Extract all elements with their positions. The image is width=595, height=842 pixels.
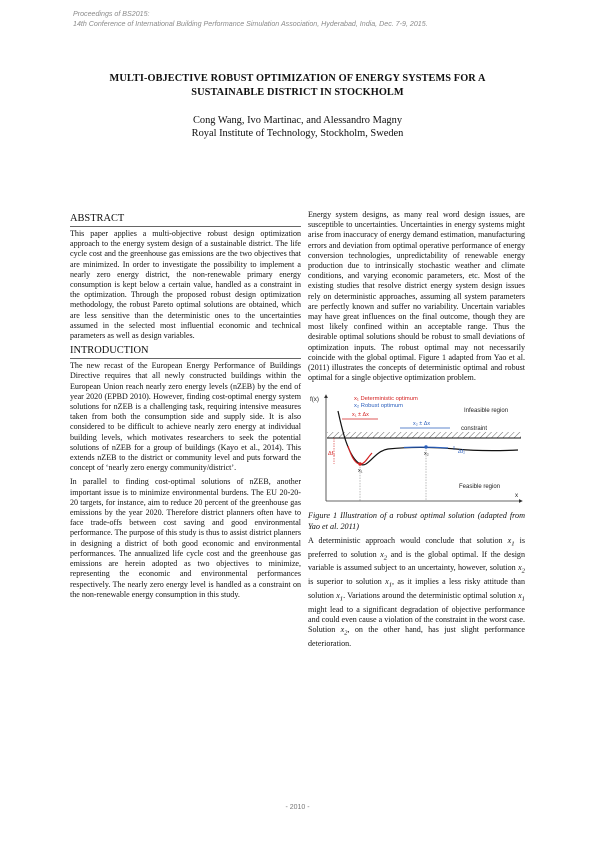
header-line-2: 14th Conference of International Building Performance Simulation Association, Hyderabad, India, Dec. 7-9, 2015. (73, 19, 428, 28)
var-x2-sub: 2 (383, 554, 388, 562)
p2-part-a: A deterministic approach would conclude that solution (308, 535, 508, 545)
var-x2: x (340, 625, 345, 635)
var-x1: x (518, 591, 522, 601)
p2-part-e: , as it implies a less risky attitude than solution (308, 577, 525, 601)
figure-1 (308, 389, 525, 507)
constraint-hatched-band (327, 432, 521, 438)
p2-part-f: . Variations around the deterministic optimal solution (343, 591, 519, 601)
left-column (70, 213, 301, 604)
var-x1: x (336, 591, 340, 601)
introduction-paragraph-1: The new recast of the European Energy Performance of Buildings Directive requires that all newly constructed buildings within the European Union reach nearly zero energy levels (nZEB) by the end of year 2020 (EPBD 2010). However, finding cost-optimal energy system solutions for nZEB is a challenging task, requiring intensive measures taken from both the consumption side and supply side. It is also considered to be difficult to achieve nearly zero energy at individual building levels, which motivates researchers to seek the potential solutions of nZEB for a group of buildings (Kayo et al., 2014). This extends nZEB to the district or community level and puts forward the concept of ‘nearly zero energy community/district’. (70, 361, 301, 473)
header-line-1: Proceedings of BS2015: (73, 10, 150, 18)
p2-part-b: is preferred to solution (308, 535, 525, 559)
var-x1-sub: 1 (388, 581, 393, 589)
constraint-label: constraint (461, 426, 488, 433)
p2-part-d: is superior to solution (308, 577, 386, 587)
x2-point (424, 446, 427, 449)
x2-dx-label: x₂ ± Δx (413, 421, 431, 428)
x1-point-label: x₁ (358, 468, 363, 475)
p2-part-c: and is the global optimal. If the design variable is assumed subject to an uncertainty, however, solution (308, 549, 525, 573)
abstract-text: This paper applies a multi-objective robust design optimization approach to the energy system design of a sustainable district. The life cycle cost and the greenhouse gas emissions are the two objectives that are minimized. In order to investigate the possibility to implement a nearly zero energy district, the non-renewable primary energy consumption is kept below a certain value, handled as a constraint in the optimization. Through the proposed robust design optimization methodology, the robust Pareto optimal solutions are obtained, which are less sensitive than the deterministic ones to the uncertainties assumed in the selected most influential economic and technical parameters as well as design variables. (70, 229, 301, 341)
legend-robust: x₂ Robust optimum (354, 403, 403, 410)
title-line-2: SUSTAINABLE DISTRICT IN STOCKHOLM (191, 86, 404, 98)
abstract-heading: ABSTRACT (70, 213, 301, 227)
var-x1: x (385, 577, 389, 587)
title-line-1: MULTI-OBJECTIVE ROBUST OPTIMIZATION OF ENERGY SYSTEMS FOR A (109, 73, 486, 84)
y-axis-label: f(x) (310, 396, 319, 404)
var-x2-sub: 2 (344, 629, 348, 637)
df1-label: Δf₁ (328, 451, 335, 458)
deterministic-approach-paragraph (308, 536, 525, 649)
x1-dx-label: x₁ ± Δx (352, 412, 369, 419)
var-x1: x (507, 535, 512, 545)
feasible-region-label: Feasible region (459, 484, 501, 491)
var-x2: x (380, 549, 384, 559)
legend-deterministic: x₁ Deterministic optimum (354, 396, 418, 403)
proceedings-header (73, 10, 533, 29)
introduction-paragraph-2: In parallel to finding cost-optimal solutions of nZEB, another important issue is to minimize environmental burdens. The EU 20-20-20 targets, for instance, aim to reduce 20 percent of the greenhouse gas emissions by the year 2020. Therefore district planners often have to face trade-offs between cost saving and good environmental performance. The purpose of this study is thus to assist district planners in designing a district of both good economic and environmental performances. The annualized life cycle cost and the greenhouse gas emissions are herein adopted as two objectives to minimize, representing the economic and environmental performances respectively. The nearly zero energy level is handled as a constraint on the non-renewable energy consumption in this study. (70, 477, 301, 599)
df2-label: Δf₂ (458, 449, 466, 456)
var-x1-sub: 1 (521, 595, 525, 603)
right-column (308, 210, 525, 653)
introduction-heading: INTRODUCTION (70, 345, 301, 359)
var-x1-sub: 1 (511, 540, 515, 548)
x-axis-label: x (515, 492, 519, 500)
infeasible-region-label: Infeasible region (464, 408, 509, 415)
paper-title (70, 72, 525, 99)
p2-part-h: , on the other hand, has just slight performance deterioration. (308, 625, 525, 649)
x2-point-label: x₂ (424, 451, 429, 458)
var-x2: x (518, 563, 522, 573)
figure-1-caption: Figure 1 Illustration of a robust optimal solution (adapted from Yao et al. 2011) (308, 511, 525, 531)
x1-point (358, 463, 361, 466)
p2-part-g: might lead to a significant degradation of objective performance and could even cause a violation of the constraint in the worst case. Solution (308, 604, 525, 635)
page-number: - 2010 - (285, 804, 310, 811)
author-block (70, 115, 525, 140)
robust-optimum-diagram (308, 389, 525, 507)
author-names: Cong Wang, Ivo Martinac, and Alessandro Magny (192, 115, 403, 126)
deterministic-variation-segment (348, 446, 372, 464)
var-x1-sub: 1 (339, 595, 344, 603)
uncertainty-paragraph: Energy system designs, as many real word design issues, are susceptible to uncertainties. Uncertainties in energy systems might arise from inaccuracy of energy demand estimation, manufacturing errors and deviation from optimal operative performance of energy conversion technologies, unpredictability of renewable energy production due to intrinsically stochastic weather and climate conditions, and varying economic parameters, etc. Most of the existing studies that resolve district energy system design issues rely on deterministic approaches, assuming all system parameters are perfectly known and suffer no variability. Uncertain variables may have great influences on the final outcome, though they are most likely confined within an acceptable range. Thus the desirable optimal solutions should be robust to small deviations of optimization inputs. The robust optimal may not necessarily coincide with the global optimal. Figure 1 adapted from Yao et al. (2011) illustrates the concepts of deterministic optimal and robust optimal for a single objective optimization problem. (308, 210, 525, 383)
author-affiliation: Royal Institute of Technology, Stockholm, Sweden (191, 127, 404, 139)
var-x2-sub: 2 (521, 568, 525, 576)
